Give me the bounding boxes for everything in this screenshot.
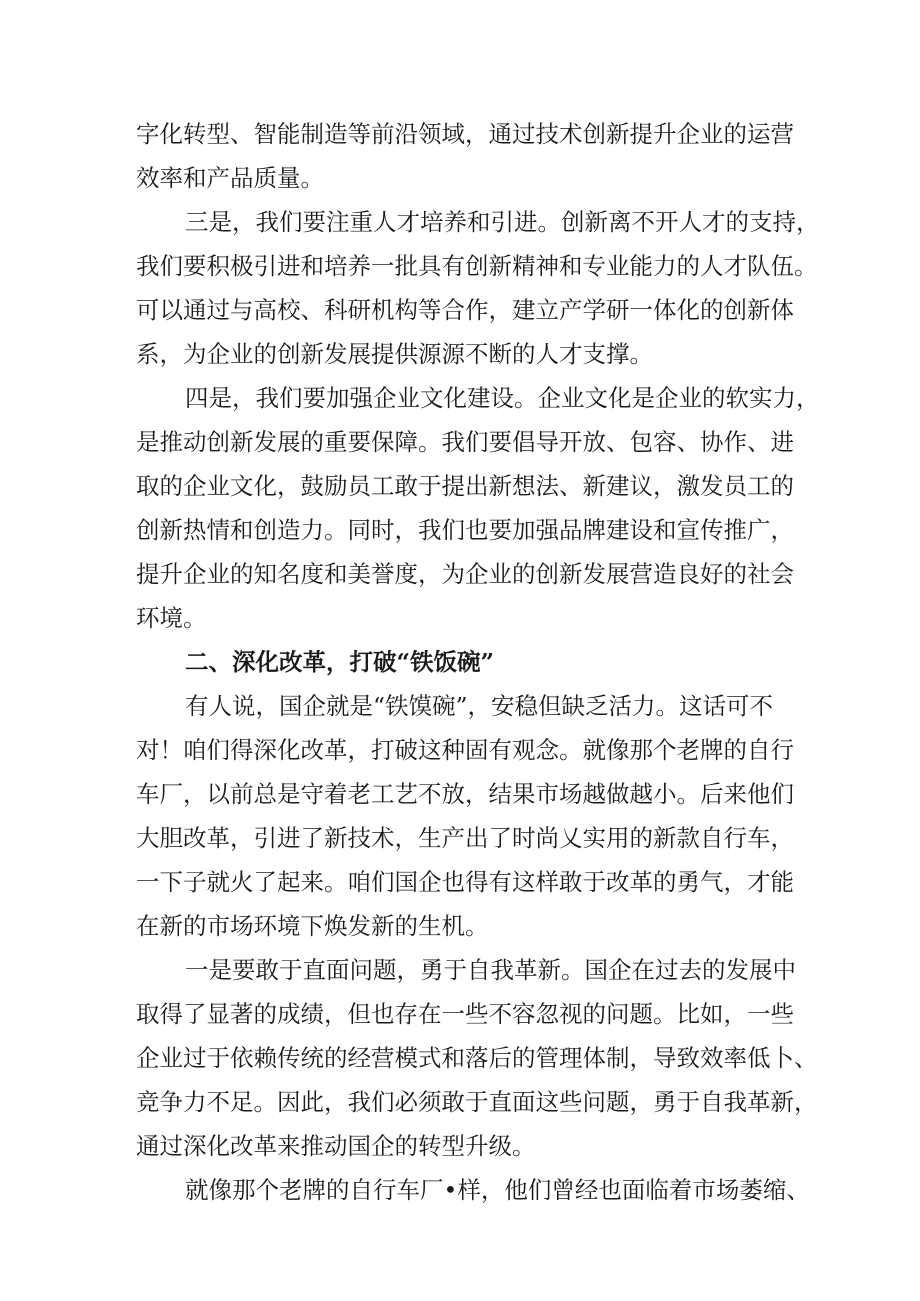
- text-line: 就像那个老牌的自行车厂•样，他们曾经也面临着市场萎缩、: [185, 1176, 810, 1204]
- text-line: 系，为企业的创新发展提供源源不断的人才支撑。: [136, 340, 653, 368]
- text-line: 环境。: [136, 604, 207, 632]
- text-line: 提升企业的知名度和美誉度，为企业的创新发展营造良好的社会: [136, 560, 794, 588]
- text-line: 对！咱们得深化改革，打破这种固有观念。就像那个老牌的自行: [136, 736, 794, 764]
- text-line: 竞争力不足。因此，我们必须敢于直面这些问题，勇于自我革新，: [136, 1088, 818, 1116]
- text-line: 一下子就火了起来。咱们国企也得有这样敢于改革的勇气，才能: [136, 868, 794, 896]
- text-line: 四是，我们要加强企业文化建设。企业文化是企业的软实力，: [185, 384, 820, 412]
- text-line: 有人说，国企就是“铁馍碗”，安稳但缺乏活力。这话可不: [185, 692, 774, 720]
- text-line: 车厂，以前总是守着老工艺不放，结果市场越做越小。后来他们: [136, 780, 794, 808]
- text-line: 三是，我们要注重人才培养和引进。创新离不开人才的支持，: [185, 208, 820, 236]
- text-line: 可以通过与高校、科研机构等合作，建立产学研一体化的创新体: [136, 296, 794, 324]
- text-line: 大胆改革，引进了新技术，生产出了时尚乂实用的新款自行车，: [136, 824, 794, 852]
- section-heading: 二、深化改革，打破“铁饭碗”: [185, 648, 495, 676]
- text-line: 我们要积极引进和培养一批具有创新精神和专业能力的人才队伍。: [136, 252, 818, 280]
- text-line: 创新热情和创造力。同时，我们也要加强品牌建设和宣传推广，: [136, 516, 794, 544]
- text-line: 在新的市场环境下焕发新的生机。: [136, 912, 489, 940]
- text-line: 取的企业文化，鼓励员工敢于提出新想法、新建议，激发员工的: [136, 472, 794, 500]
- text-line: 效率和产品质量。: [136, 164, 324, 192]
- text-line: 企业过于依赖传统的经营模式和落后的管理体制，导致效率低卜、: [136, 1044, 818, 1072]
- text-line: 通过深化改革来推动国企的转型升级。: [136, 1132, 536, 1160]
- text-line: 取得了显著的成绩，但也存在一些不容忽视的问题。比如，一些: [136, 1000, 794, 1028]
- text-line: 一是要敢于直面问题，勇于自我革新。国企在过去的发展中: [185, 956, 796, 984]
- text-line: 是推动创新发展的重要保障。我们要倡导开放、包容、协作、进: [136, 428, 794, 456]
- text-line: 字化转型、智能制造等前沿领域，通过技术创新提升企业的运营: [136, 120, 794, 148]
